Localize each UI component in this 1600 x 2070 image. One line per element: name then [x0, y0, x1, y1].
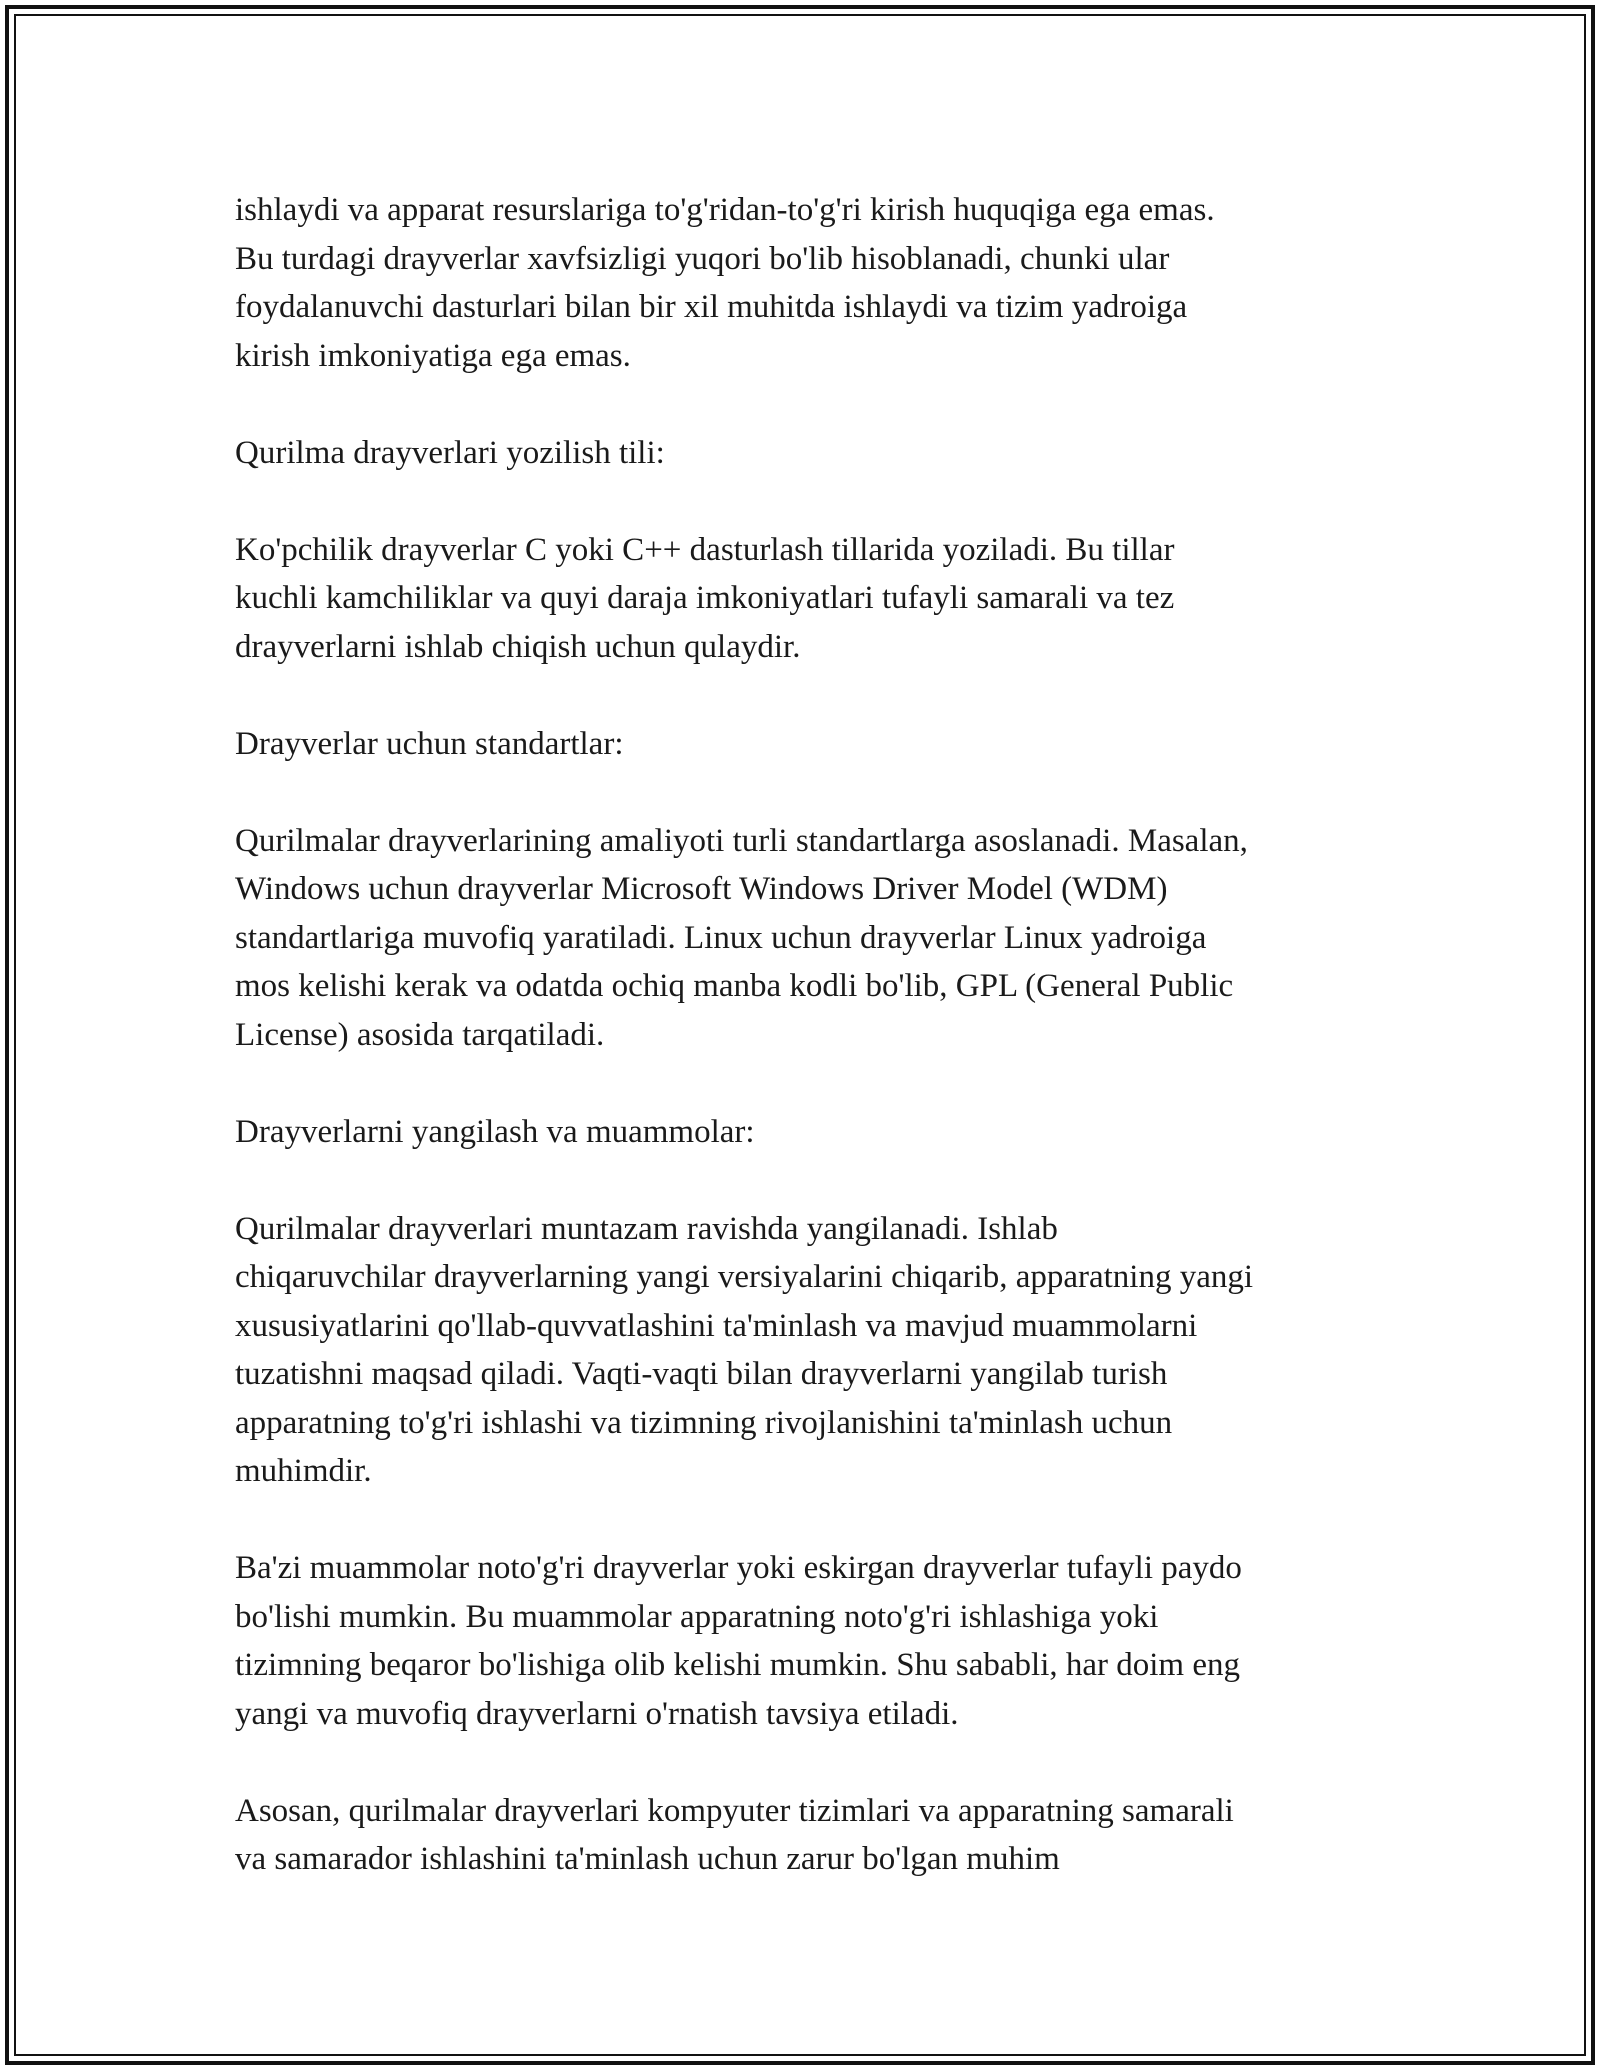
- paragraph-conclusion: [235, 1787, 1385, 1884]
- text-line: kuchli kamchiliklar va quyi daraja imkoniyatlari tufayli samarali va tez: [235, 580, 1175, 616]
- text-line: Qurilmalar drayverlari muntazam ravishda yangilanadi. Ishlab: [235, 1210, 1058, 1247]
- text-line: muhimdir.: [235, 1453, 372, 1489]
- section-heading-updates: [235, 1108, 1385, 1157]
- paragraph-standards: [235, 817, 1385, 1060]
- text-line: drayverlarni ishlab chiqish uchun qulaydir.: [235, 628, 801, 665]
- section-heading-standards: [235, 720, 1385, 769]
- text-line: kirish imkoniyatiga ega emas.: [235, 337, 631, 374]
- text-line: Qurilmalar drayverlarining amaliyoti turli standartlarga asoslanadi. Masalan,: [235, 822, 1248, 859]
- text-line: tizimning beqaror bo'lishiga olib kelishi mumkin. Shu sababli, har doim eng: [235, 1647, 1240, 1683]
- text-line: bo'lishi mumkin. Bu muammolar apparatning noto'g'ri ishlashiga yoki: [235, 1598, 1159, 1635]
- text-line: chiqaruvchilar drayverlarning yangi versiyalarini chiqarib, apparatning yangi: [235, 1259, 1254, 1295]
- paragraph-problems: [235, 1544, 1385, 1738]
- text-line: xususiyatlarini qo'llab-quvvatlashini ta'minlash va mavjud muammolarni: [235, 1307, 1198, 1344]
- paragraph-updates: [235, 1205, 1385, 1496]
- text-line: mos kelishi kerak va odatda ochiq manba kodli bo'lib, GPL (General Public: [235, 968, 1234, 1004]
- section-heading-language: [235, 429, 1385, 478]
- text-line: yangi va muvofiq drayverlarni o'rnatish tavsiya etiladi.: [235, 1695, 959, 1732]
- text-line: License) asosida tarqatiladi.: [235, 1016, 605, 1053]
- text-line: apparatning to'g'ri ishlashi va tizimning rivojlanishini ta'minlash uchun: [235, 1404, 1173, 1441]
- text-line: foydalanuvchi dasturlari bilan bir xil muhitda ishlaydi va tizim yadroiga: [235, 289, 1188, 325]
- text-line: va samarador ishlashini ta'minlash uchun zarur bo'lgan muhim: [235, 1841, 1060, 1877]
- text-line: Windows uchun drayverlar Microsoft Windows Driver Model (WDM): [235, 871, 1168, 907]
- text-line: tuzatishni maqsad qiladi. Vaqti-vaqti bilan drayverlarni yangilab turish: [235, 1356, 1168, 1392]
- text-line: Asosan, qurilmalar drayverlari kompyuter tizimlari va apparatning samarali: [235, 1792, 1234, 1829]
- text-line: standartlariga muvofiq yaratiladi. Linux uchun drayverlar Linux yadroiga: [235, 919, 1207, 956]
- text-line: Bu turdagi drayverlar xavfsizligi yuqori bo'lib hisoblanadi, chunki ular: [235, 240, 1170, 277]
- paragraph-language: [235, 526, 1385, 672]
- text-line: Ko'pchilik drayverlar C yoki C++ dasturlash tillarida yoziladi. Bu tillar: [235, 531, 1175, 568]
- heading-text: Drayverlar uchun standartlar:: [235, 725, 624, 762]
- document-body: [235, 186, 1385, 1932]
- text-line: Ba'zi muammolar noto'g'ri drayverlar yoki eskirgan drayverlar tufayli paydo: [235, 1550, 1242, 1586]
- paragraph-intro-continuation: [235, 186, 1385, 380]
- heading-text: Qurilma drayverlari yozilish tili:: [235, 434, 665, 471]
- heading-text: Drayverlarni yangilash va muammolar:: [235, 1113, 755, 1150]
- text-line: ishlaydi va apparat resurslariga to'g'ridan-to'g'ri kirish huquqiga ega emas.: [235, 192, 1215, 228]
